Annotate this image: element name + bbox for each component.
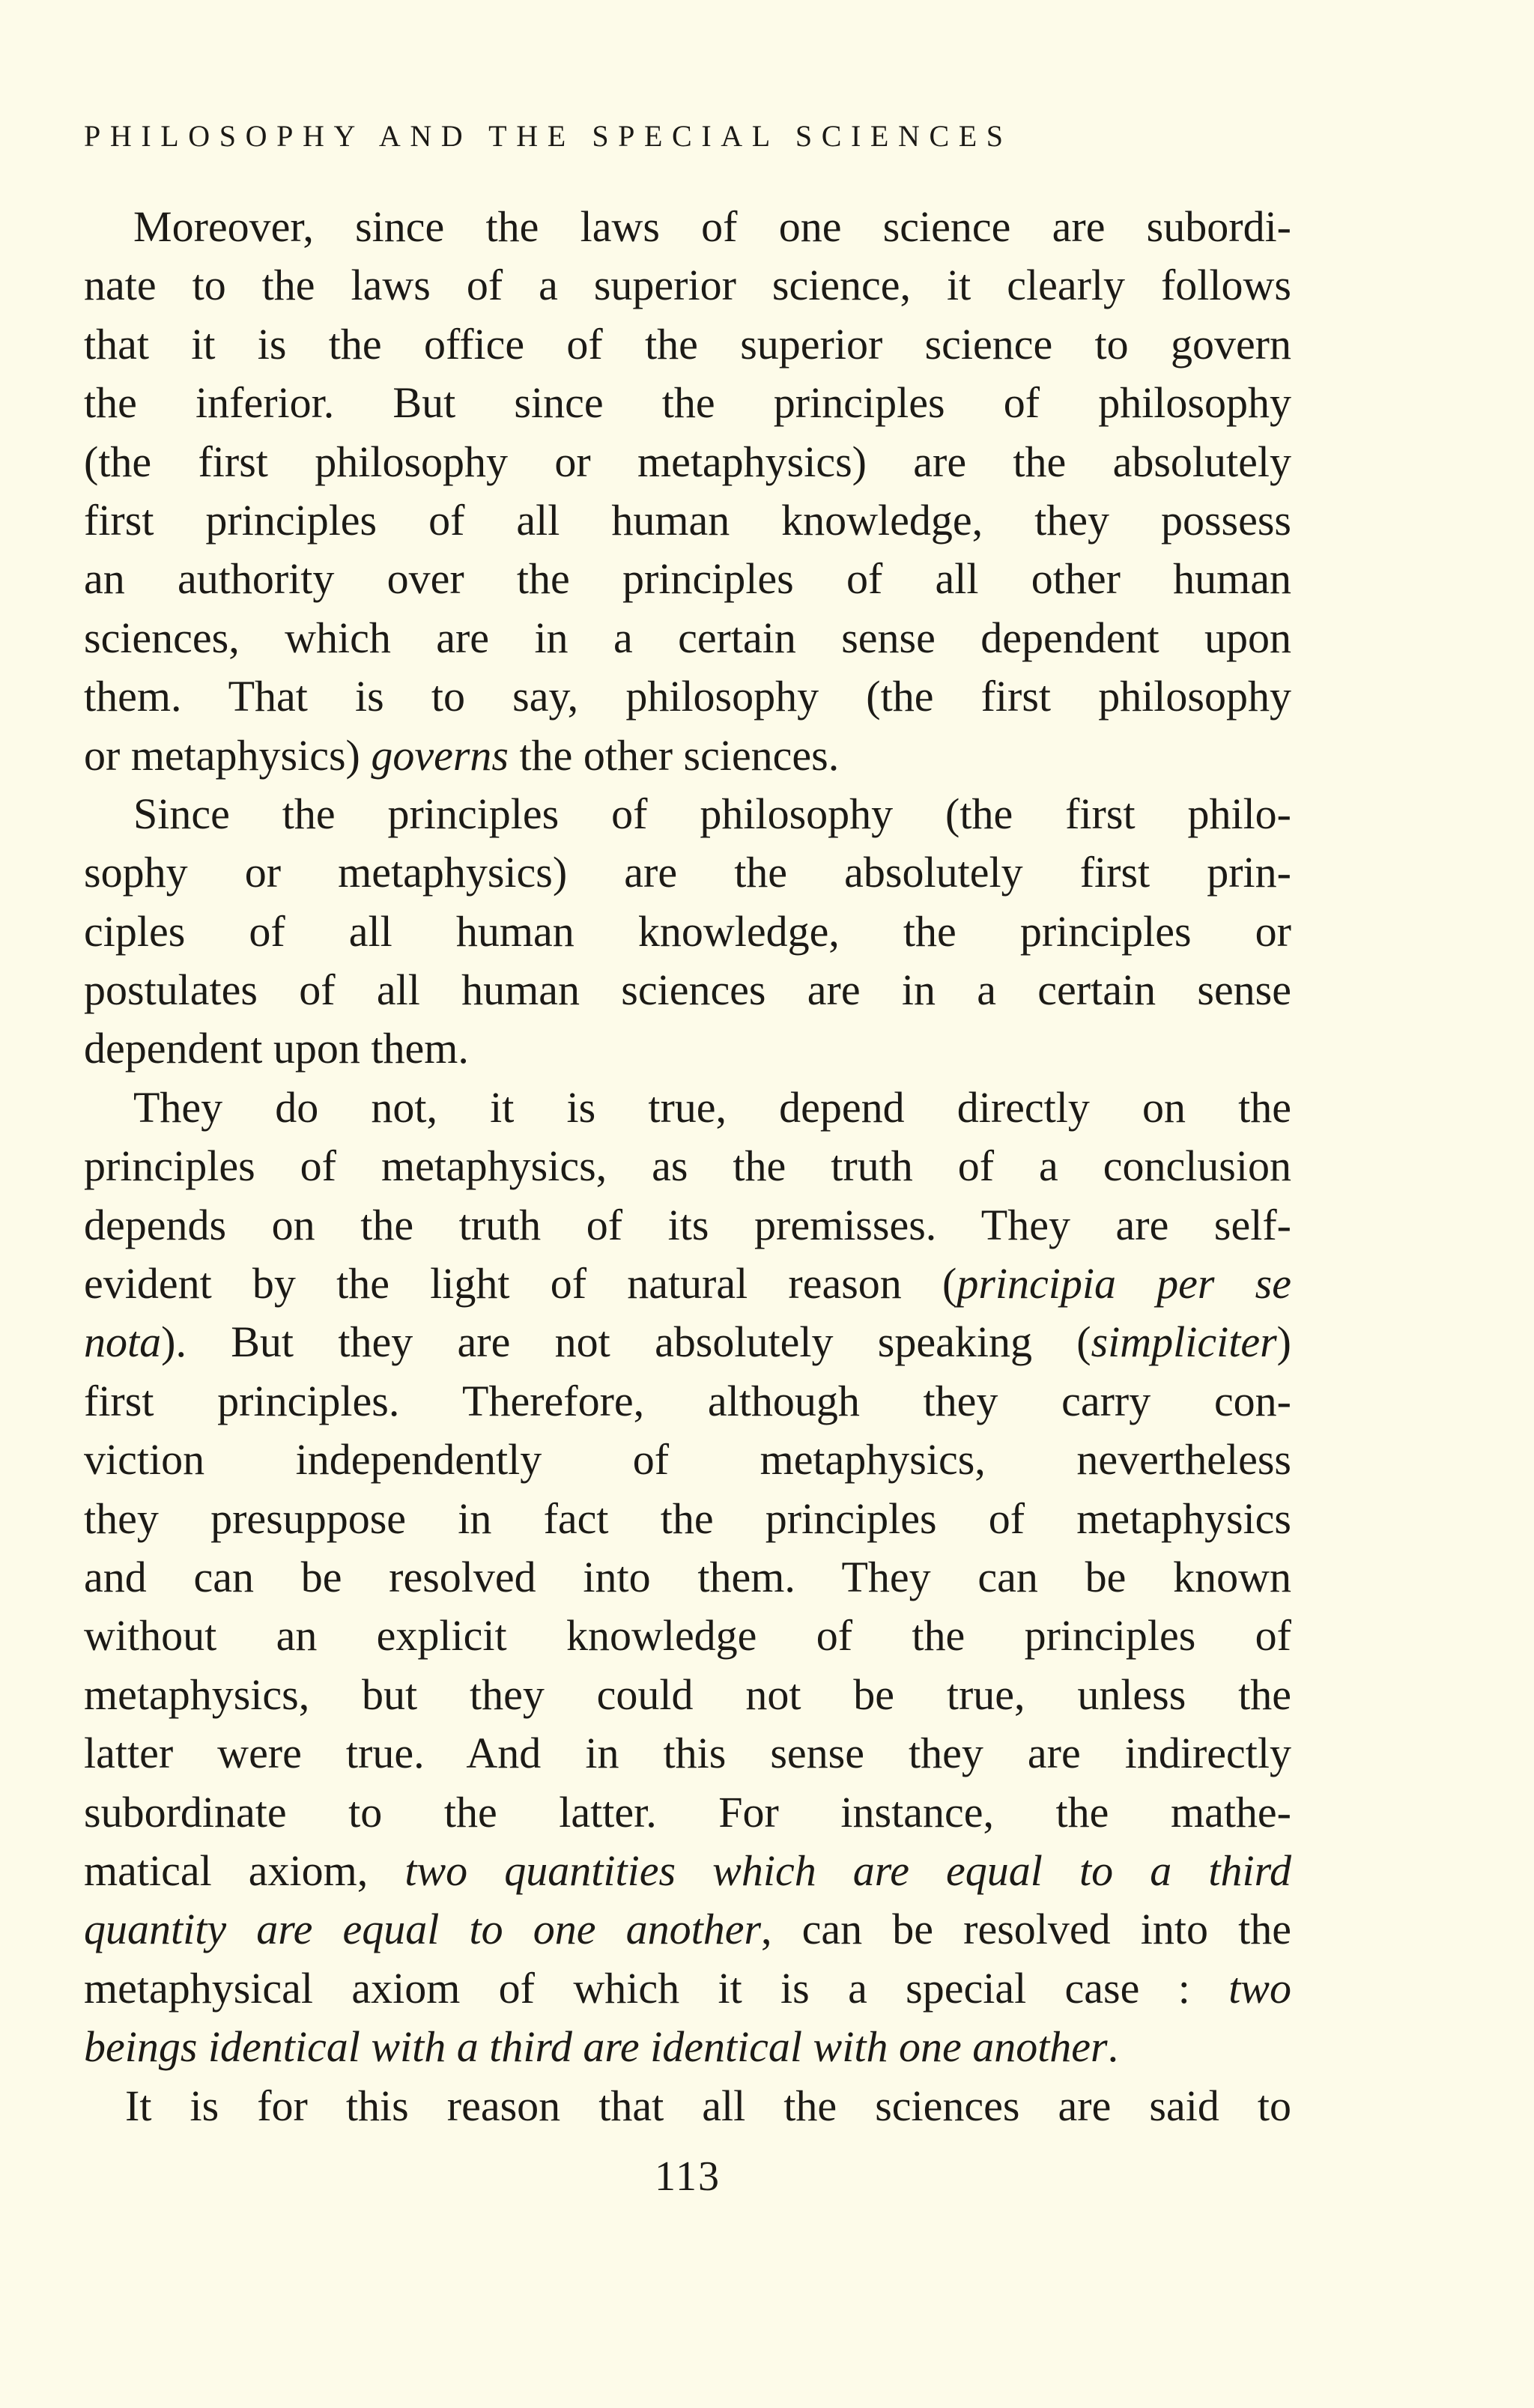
text-line: sciences, which are in a certain sense dependent upon (84, 613, 1291, 662)
text-line: without an explicit knowledge of the principles of (84, 1611, 1291, 1661)
text-line: postulates of all human sciences are in a certain sense (84, 965, 1291, 1015)
text-line: depends on the truth of its premisses. They are self- (84, 1200, 1291, 1249)
text-line: them. That is to say, philosophy (the first philosophy (84, 672, 1291, 721)
text-line: metaphysical axiom of which it is a special case : two (84, 1963, 1291, 2013)
text-line: latter were true. And in this sense they are indirectly (84, 1729, 1291, 1778)
text-line: sophy or metaphysics) are the absolutely first prin- (84, 848, 1291, 897)
text-line: subordinate to the latter. For instance, the mathe- (84, 1787, 1291, 1837)
text-line: nota). But they are not absolutely speaking (simpliciter) (84, 1317, 1291, 1367)
text-line: first principles of all human knowledge, they possess (84, 495, 1291, 545)
text-line: metaphysics, but they could not be true, unless the (84, 1669, 1291, 1719)
text-line: nate to the laws of a superior science, it clearly follows (84, 261, 1291, 310)
text-line: It is for this reason that all the sciences are said to (125, 2081, 1291, 2130)
text-line: the inferior. But since the principles of philosophy (84, 378, 1291, 428)
page-number: 113 (655, 2153, 721, 2200)
text-line: they presuppose in fact the principles of metaphysics (84, 1493, 1291, 1543)
body-text (84, 198, 1291, 2135)
text-line: viction independently of metaphysics, nevertheless (84, 1435, 1291, 1484)
text-line: that it is the office of the superior science to govern (84, 319, 1291, 369)
book-page (84, 0, 1291, 2408)
text-line: They do not, it is true, depend directly on the (133, 1082, 1291, 1132)
text-line: ciples of all human knowledge, the principles or (84, 906, 1291, 956)
paragraph-2 (84, 785, 1291, 1079)
text-line: and can be resolved into them. They can be known (84, 1552, 1291, 1601)
running-head: PHILOSOPHY AND THE SPECIAL SCIENCES (84, 119, 1013, 153)
paragraph-4 (84, 2077, 1291, 2135)
paragraph-3 (84, 1079, 1291, 2077)
text-line: evident by the light of natural reason (principia per se (84, 1259, 1291, 1308)
text-line: Moreover, since the laws of one science are subordi- (133, 202, 1291, 251)
text-line: quantity are equal to one another, can be resolved into the (84, 1905, 1291, 1954)
text-line: matical axiom, two quantities which are equal to a third (84, 1846, 1291, 1895)
text-line: dependent upon them. (84, 1024, 469, 1073)
text-line: an authority over the principles of all other human (84, 554, 1291, 604)
paragraph-1 (84, 198, 1291, 785)
text-line: (the first philosophy or metaphysics) are the absolutely (84, 437, 1291, 486)
text-line: beings identical with a third are identical with one another. (84, 2022, 1119, 2072)
text-line: first principles. Therefore, although they carry con- (84, 1376, 1291, 1425)
text-line: Since the principles of philosophy (the first philo- (133, 789, 1291, 838)
text-line: principles of metaphysics, as the truth of a conclusion (84, 1141, 1291, 1191)
text-line: or metaphysics) governs the other sciences. (84, 730, 840, 780)
